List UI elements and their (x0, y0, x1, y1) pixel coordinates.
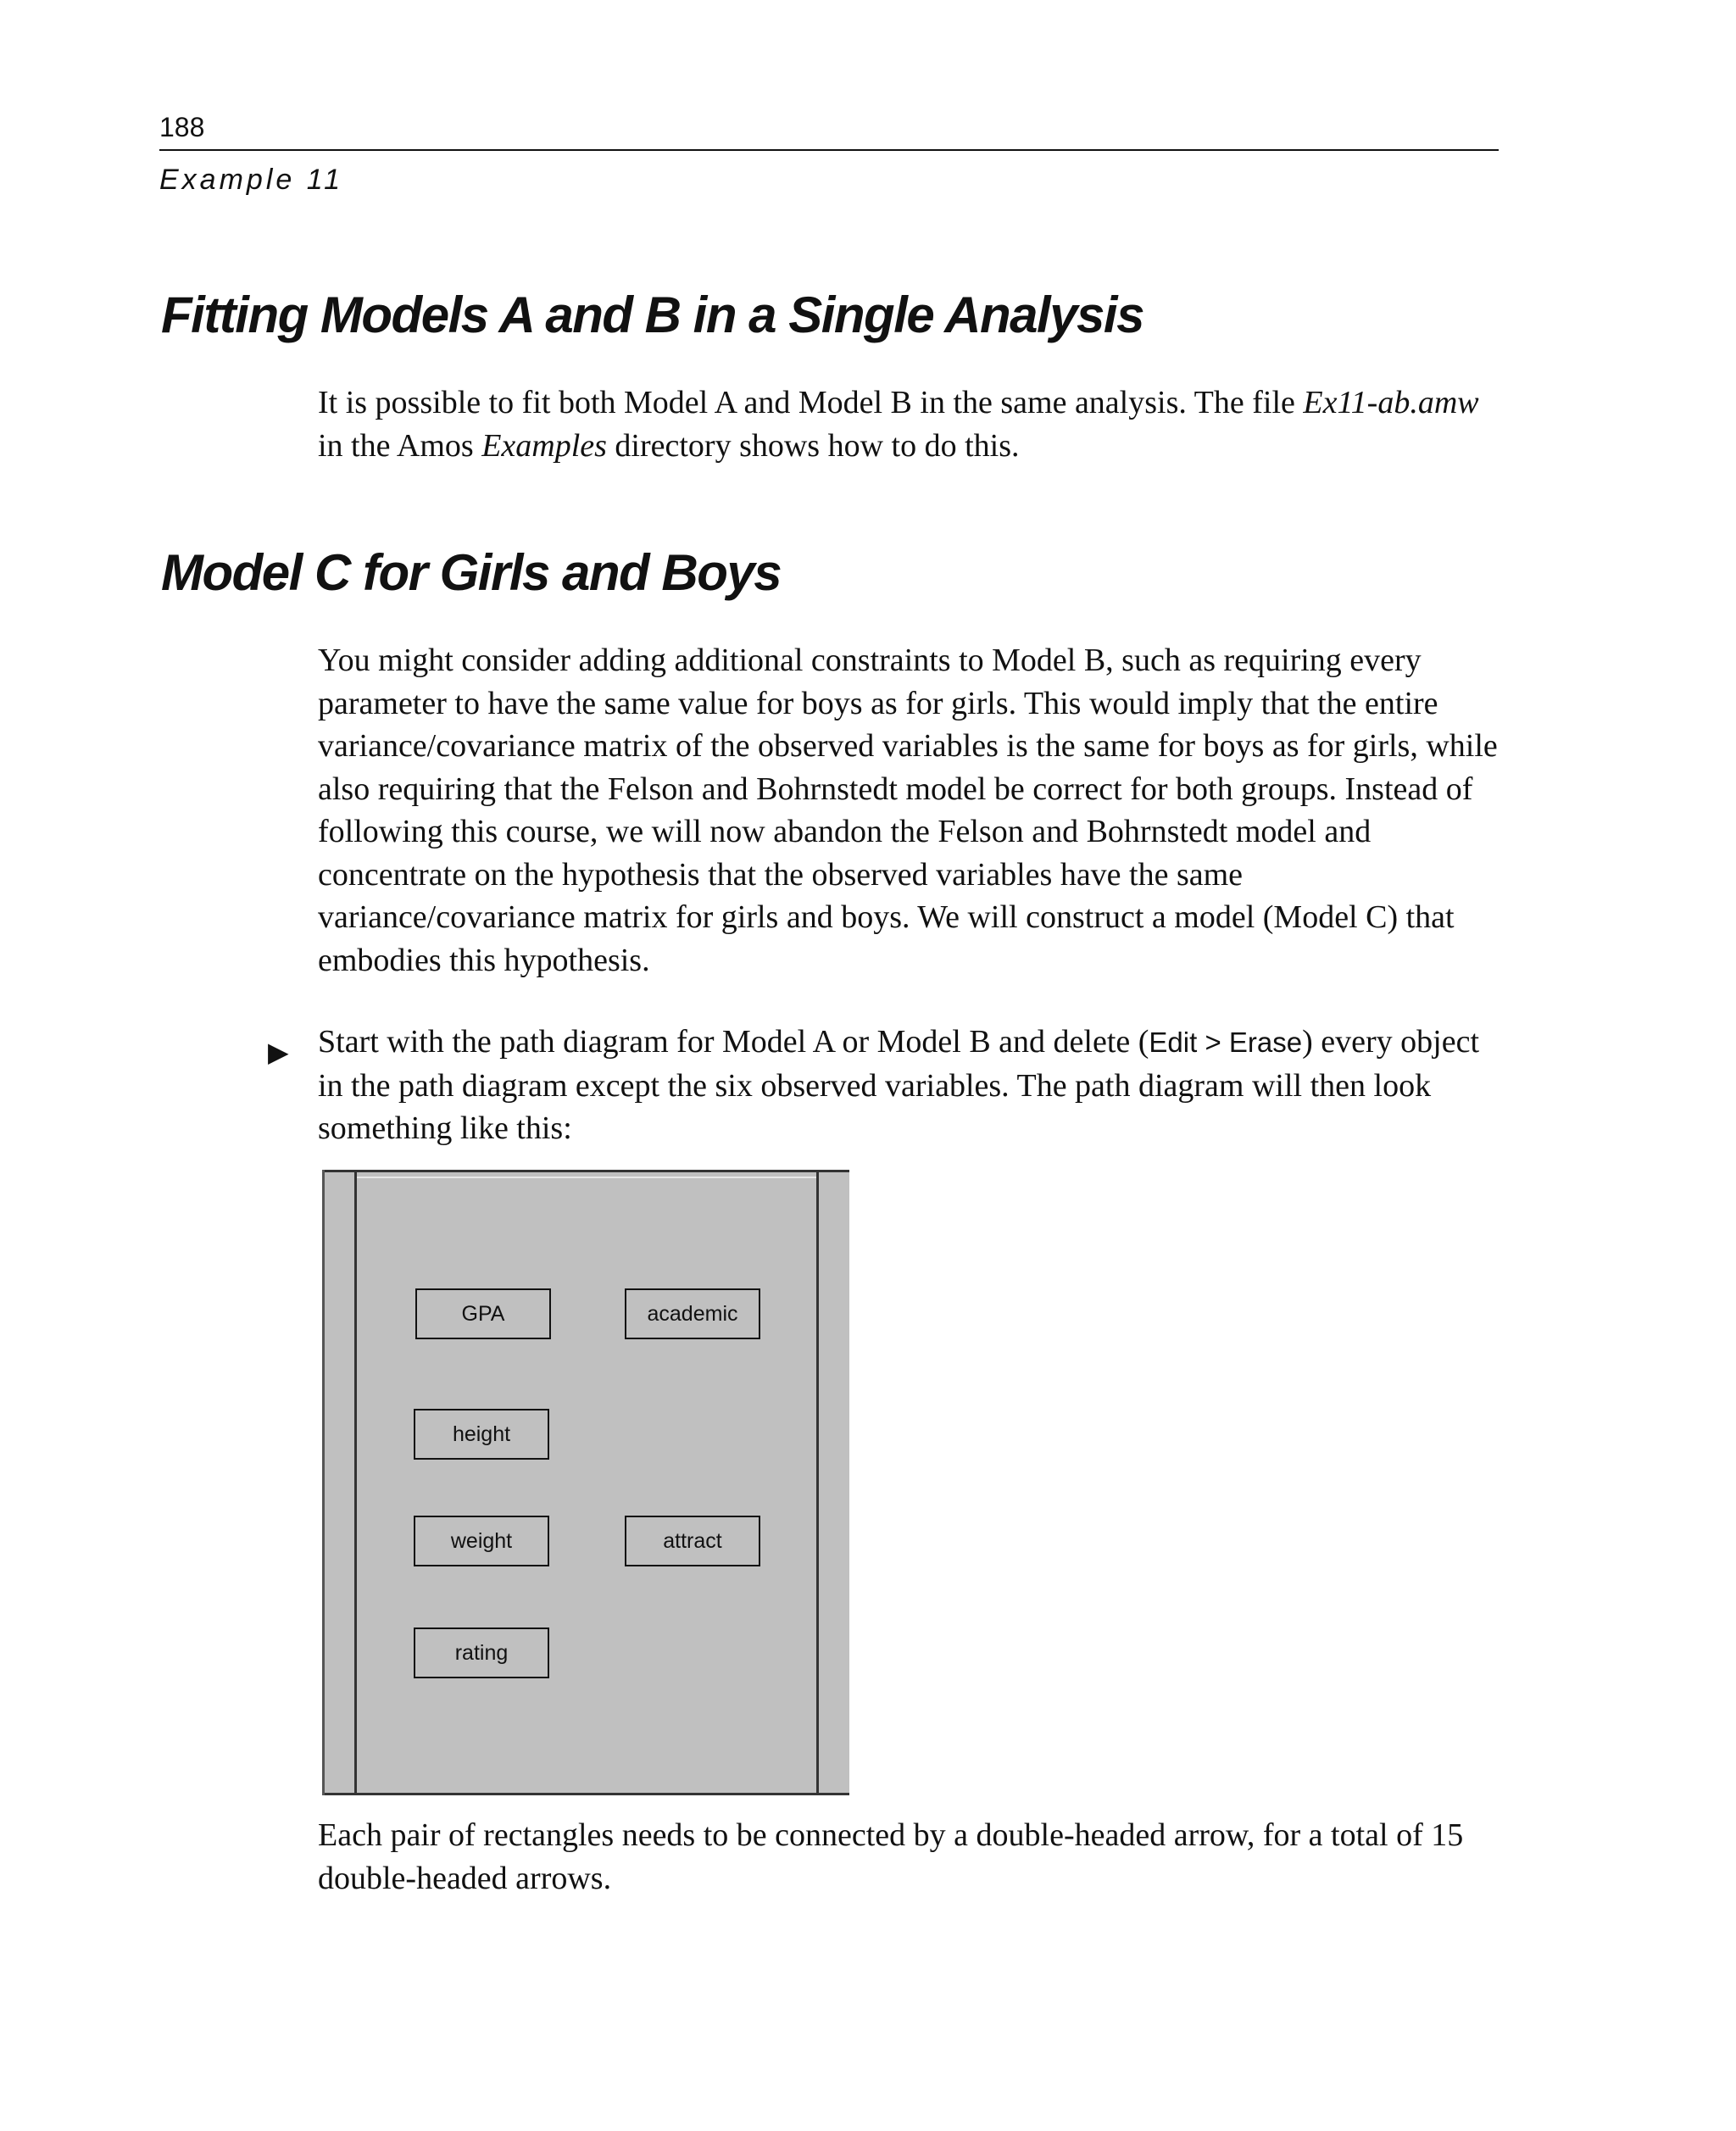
header-rule (159, 149, 1499, 151)
variable-box-attract[interactable]: attract (625, 1516, 760, 1566)
path-diagram-screenshot (322, 1170, 849, 1795)
frame-border (354, 1172, 357, 1793)
variable-box-academic[interactable]: academic (625, 1288, 760, 1339)
page-number: 188 (159, 112, 205, 142)
menu-separator: > (1197, 1027, 1229, 1058)
para-text: directory shows how to do this. (606, 427, 1020, 464)
variable-box-weight[interactable]: weight (414, 1516, 549, 1566)
canvas-highlight (357, 1177, 816, 1178)
variable-box-height[interactable]: height (414, 1409, 549, 1460)
paragraph-model-c (318, 639, 1505, 982)
bullet-arrow-icon: ▶ (268, 1036, 289, 1068)
paragraph-text: You might consider adding additional constraints to Model B, such as requiring every parameter to have the same value for boys as for girls. This would imply that the entire variance/covariance matrix of the observed variables is the same for boys as for girls, while also requiring that the Felson and Bohrnstedt model be correct for both groups. Instead of following this course, we will now abandon the Felson and Bohrnstedt model and concentrate on the hypothesis that the observed variables have the same variance/covariance matrix for girls and boys. We will construct a model (Model C) that embodies this hypothesis. (318, 643, 1498, 978)
bullet-text: Start with the path diagram for Model A or Model B and delete ( (318, 1024, 1149, 1060)
variable-box-rating[interactable]: rating (414, 1627, 549, 1678)
paragraph-fitting-models (318, 381, 1505, 467)
menu-erase: Erase (1228, 1027, 1303, 1058)
section-heading-fitting-models: Fitting Models A and B in a Single Analysis (161, 287, 1143, 343)
frame-border (322, 1170, 325, 1795)
para-text: in the Amos (318, 427, 482, 464)
variable-box-gpa[interactable]: GPA (415, 1288, 551, 1339)
para-text: It is possible to fit both Model A and Model B in the same analysis. The file (318, 385, 1304, 420)
frame-border (322, 1793, 849, 1795)
directory-name: Examples (481, 427, 607, 464)
file-name: Ex11-ab.amw (1303, 385, 1479, 420)
section-heading-model-c: Model C for Girls and Boys (161, 544, 782, 601)
bullet-step (318, 1021, 1505, 1150)
frame-border (816, 1172, 819, 1793)
running-head: Example 11 (159, 164, 344, 196)
frame-border (322, 1170, 849, 1172)
bullet-text: ) every object in the path diagram except the six observed variables. The path diagram will then look something like this: (318, 1024, 1479, 1146)
paragraph-text: Each pair of rectangles needs to be connected by a double-headed arrow, for a total of 15 double-headed arrows. (318, 1817, 1464, 1896)
paragraph-closing (318, 1814, 1505, 1900)
menu-edit: Edit (1149, 1027, 1198, 1058)
